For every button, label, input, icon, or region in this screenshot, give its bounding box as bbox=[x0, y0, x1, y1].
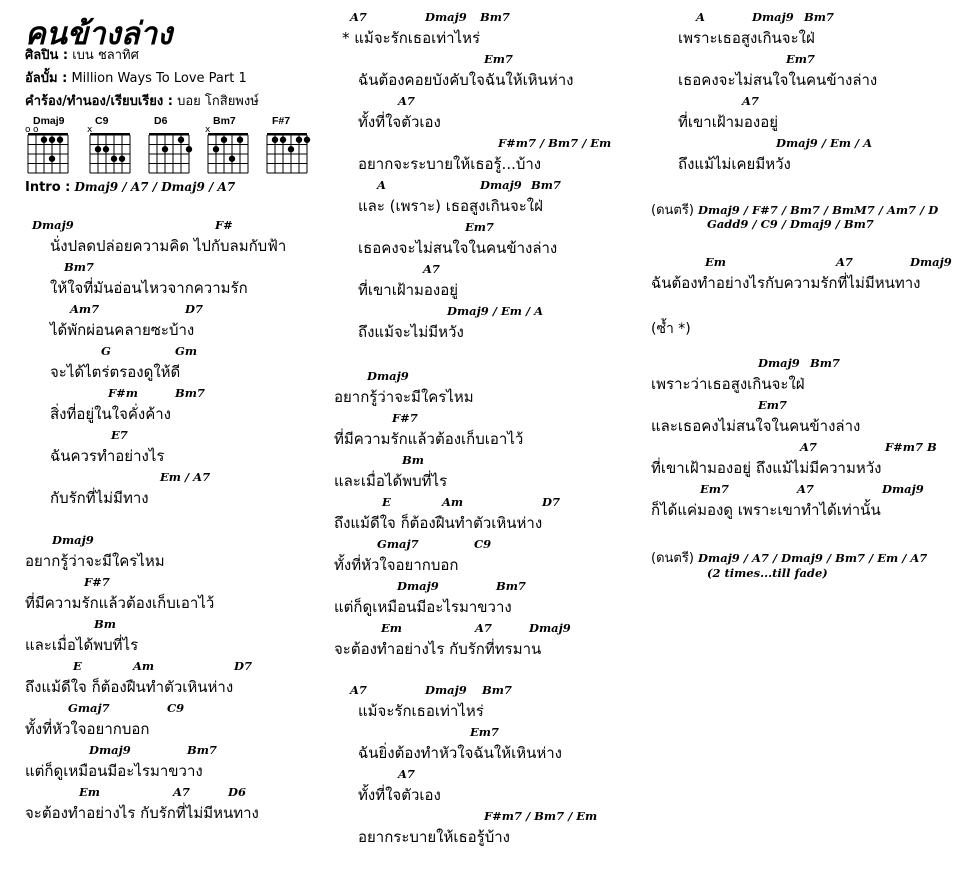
chord-label: Dmaj9 bbox=[758, 356, 800, 370]
instrumental-2-line2 bbox=[707, 566, 828, 581]
lyric-line: และ (เพราะ) เธอสูงเกินจะใฝ่ bbox=[358, 197, 543, 215]
page-title: คนข้างล่าง bbox=[25, 16, 173, 52]
artist-name: เบน ชลาทิศ bbox=[72, 48, 139, 63]
chord-label: Em7 bbox=[758, 398, 787, 412]
lyric-line: ได้พักผ่อนคลายซะบ้าง bbox=[50, 321, 195, 339]
chord-label: Bm7 bbox=[480, 10, 510, 24]
chord-label: Gmaj7 bbox=[377, 537, 419, 551]
chord-label: Bm7 bbox=[175, 386, 205, 400]
chord-label: F#m7 / Bm7 / Em bbox=[484, 809, 598, 823]
lyric-line: ถึงแม้จะไม่มีหวัง bbox=[358, 323, 464, 341]
fretboard-icon bbox=[264, 126, 314, 178]
album-label: อัลบั้ม : bbox=[25, 71, 68, 86]
chord-label: D7 bbox=[234, 659, 252, 673]
artist-label: ศิลปิน : bbox=[25, 48, 69, 63]
chord-label: Dmaj9 bbox=[397, 579, 439, 593]
chord-diagram-name: Bm7 bbox=[213, 115, 236, 127]
lyric-line: ที่มีความรักแล้วต้องเก็บเอาไว้ bbox=[25, 594, 215, 612]
lyric-line: ทั้งที่ใจตัวเอง bbox=[358, 113, 441, 131]
chord-label: F#m7 B bbox=[885, 440, 937, 454]
chord-label: Em7 bbox=[470, 725, 499, 739]
instrumental-2 bbox=[651, 547, 927, 568]
lyric-line: ถึงแม้ดีใจ ก็ต้องฝืนทำตัวเหินห่าง bbox=[334, 514, 543, 532]
repeat-note: (ซ้ำ *) bbox=[651, 321, 691, 337]
chord-label: C9 bbox=[474, 537, 492, 551]
lyric-line: สิ่งที่อยู่ในใจคั่งค้าง bbox=[50, 405, 171, 423]
lyric-line: แม้จะรักเธอเท่าไหร่ bbox=[358, 702, 484, 720]
chord-label: Bm bbox=[402, 453, 424, 467]
chord-label: Bm7 bbox=[496, 579, 526, 593]
lyric-line: ที่เขาเฝ้ามองอยู่ ถึงแม้ไม่มีความหวัง bbox=[651, 459, 882, 477]
chord-label: F#7 bbox=[84, 575, 110, 589]
chord-label: D7 bbox=[542, 495, 560, 509]
chord-label: A7 bbox=[398, 94, 415, 108]
chord-label: F#7 bbox=[392, 411, 418, 425]
fretboard-icon bbox=[87, 126, 137, 178]
chord-label: Dmaj9 bbox=[752, 10, 794, 24]
chord-label: Em bbox=[705, 255, 726, 269]
album-line bbox=[25, 67, 247, 88]
lyric-line: ฉันยิ่งต้องทำหัวใจฉันให้เหินห่าง bbox=[358, 744, 562, 762]
chord-label: Em7 bbox=[484, 52, 513, 66]
chord-label: A7 bbox=[398, 767, 415, 781]
chord-label: D7 bbox=[185, 302, 203, 316]
chord-label: Em7 bbox=[465, 220, 494, 234]
lyric-line: ฉันต้องคอยบังคับใจฉันให้เหินห่าง bbox=[358, 71, 574, 89]
chord-label: A7 bbox=[475, 621, 492, 635]
svg-text:x: x bbox=[87, 126, 93, 135]
svg-text:o: o bbox=[25, 126, 31, 135]
lyric-line: ฉันควรทำอย่างไร bbox=[50, 447, 165, 465]
chord-label: Am bbox=[133, 659, 155, 673]
chord-label: Bm7 bbox=[804, 10, 834, 24]
intro-chords: Dmaj9 / A7 / Dmaj9 / A7 bbox=[74, 180, 236, 194]
intro-label: Intro : bbox=[25, 180, 71, 195]
lyric-line: และเมื่อได้พบที่ไร bbox=[25, 636, 139, 654]
fretboard-icon bbox=[205, 126, 255, 178]
chord-label: Bm7 bbox=[531, 178, 561, 192]
lyric-line: ที่เขาเฝ้ามองอยู่ bbox=[358, 281, 459, 299]
instrumental-1-line2 bbox=[707, 217, 874, 232]
lyric-line: ที่เขาเฝ้ามองอยู่ bbox=[678, 113, 779, 131]
chord-label: Dmaj9 / Em / A bbox=[776, 136, 873, 150]
chord-label: Dmaj9 bbox=[529, 621, 571, 635]
chord-label: Am bbox=[442, 495, 464, 509]
chord-label: E bbox=[382, 495, 391, 509]
chord-label: Em / A7 bbox=[160, 470, 211, 484]
chord-label: F# bbox=[215, 218, 233, 232]
lyric-line: ถึงแม้ดีใจ ก็ต้องฝืนทำตัวเหินห่าง bbox=[25, 678, 234, 696]
lyric-line: นั่งปลดปล่อยความคิด ไปกับลมกับฟ้า bbox=[50, 237, 287, 255]
chord-diagram-name: D6 bbox=[154, 115, 168, 127]
chord-label: Dmaj9 bbox=[425, 683, 467, 697]
chord-label: G bbox=[101, 344, 111, 358]
chord-diagram-name: C9 bbox=[95, 115, 109, 127]
chord-label: Dmaj9 bbox=[910, 255, 952, 269]
lyric-line: เพราะเธอสูงเกินจะใฝ่ bbox=[678, 29, 815, 47]
lyric-line: ที่มีความรักแล้วต้องเก็บเอาไว้ bbox=[334, 430, 524, 448]
chord-diagram-name: Dmaj9 bbox=[33, 115, 65, 127]
fretboard-icon bbox=[25, 126, 75, 178]
chord-label: E bbox=[73, 659, 82, 673]
credits-name: บอย โกสิยพงษ์ bbox=[177, 94, 259, 109]
chord-label: Dmaj9 bbox=[480, 178, 522, 192]
artist-line bbox=[25, 44, 139, 65]
chord-label: Em7 bbox=[786, 52, 815, 66]
lyric-line: อยากรู้ว่าจะมีใครไหม bbox=[25, 552, 165, 570]
lyric-line: อยากรู้ว่าจะมีใครไหม bbox=[334, 388, 474, 406]
lyric-line: ทั้งที่ใจตัวเอง bbox=[358, 786, 441, 804]
chord-label: Bm bbox=[94, 617, 116, 631]
chord-label: A7 bbox=[350, 10, 367, 24]
lyric-line: จะได้ไตร่ตรองดูให้ดี bbox=[50, 363, 181, 381]
lyric-line: เพราะว่าเธอสูงเกินจะใฝ่ bbox=[651, 375, 805, 393]
lyric-line: ฉันต้องทำอย่างไรกับความรักที่ไม่มีหนทาง bbox=[651, 274, 921, 292]
chord-label: A bbox=[696, 10, 705, 24]
lyric-line: และเมื่อได้พบที่ไร bbox=[334, 472, 448, 490]
chord-label: Dmaj9 bbox=[425, 10, 467, 24]
instrumental-label-2: (ดนตรี) bbox=[651, 551, 694, 566]
chord-label: Bm7 bbox=[482, 683, 512, 697]
credits-label: คำร้อง/ทำนอง/เรียบเรียง : bbox=[25, 94, 173, 109]
chord-label: Gm bbox=[175, 344, 197, 358]
fretboard-icon bbox=[146, 126, 196, 178]
chord-label: E7 bbox=[111, 428, 128, 442]
lyric-line: ทั้งที่หัวใจอยากบอก bbox=[25, 720, 150, 738]
instrumental-chords-3: Dmaj9 / A7 / Dmaj9 / Bm7 / Em / A7 bbox=[698, 551, 928, 565]
chord-label: Gmaj7 bbox=[68, 701, 110, 715]
lyric-line: กับรักที่ไม่มีทาง bbox=[50, 489, 149, 507]
chord-label: Dmaj9 / Em / A bbox=[447, 304, 544, 318]
lyric-line: อยากระบายให้เธอรู้บ้าง bbox=[358, 828, 510, 846]
instrumental-label: (ดนตรี) bbox=[651, 203, 694, 218]
chord-label: A7 bbox=[797, 482, 814, 496]
chord-label: Em bbox=[381, 621, 402, 635]
intro-line bbox=[25, 180, 235, 195]
chord-label: Em7 bbox=[700, 482, 729, 496]
chord-label: Dmaj9 bbox=[882, 482, 924, 496]
lyric-line: และเธอคงไม่สนใจในคนข้างล่าง bbox=[651, 417, 861, 435]
lyric-line: เธอคงจะไม่สนใจในคนข้างล่าง bbox=[358, 239, 558, 257]
credits-line bbox=[25, 90, 259, 111]
chord-label: Dmaj9 bbox=[32, 218, 74, 232]
chord-label: D6 bbox=[228, 785, 246, 799]
lyric-line: * แม้จะรักเธอเท่าไหร่ bbox=[342, 29, 481, 47]
lyric-line: จะต้องทำอย่างไร กับรักที่ไม่มีหนทาง bbox=[25, 804, 259, 822]
lyric-line: แต่ก็ดูเหมือนมีอะไรมาขวาง bbox=[25, 762, 203, 780]
chord-label: F#m bbox=[108, 386, 138, 400]
lyric-line: อยากจะระบายให้เธอรู้...บ้าง bbox=[358, 155, 542, 173]
chord-label: Bm7 bbox=[810, 356, 840, 370]
chord-label: Bm7 bbox=[64, 260, 94, 274]
lyric-line: แต่ก็ดูเหมือนมีอะไรมาขวาง bbox=[334, 598, 512, 616]
chord-label: A7 bbox=[742, 94, 759, 108]
fade-note: (2 times...till fade) bbox=[707, 566, 828, 580]
lyric-line: ถึงแม้ไม่เคยมีหวัง bbox=[678, 155, 791, 173]
album-name: Million Ways To Love Part 1 bbox=[71, 71, 247, 86]
chord-label: A7 bbox=[350, 683, 367, 697]
svg-text:x: x bbox=[205, 126, 211, 135]
lyric-line: จะต้องทำอย่างไร กับรักที่ทรมาน bbox=[334, 640, 542, 658]
chord-diagram-name: F#7 bbox=[272, 115, 291, 127]
lyric-line: ทั้งที่หัวใจอยากบอก bbox=[334, 556, 459, 574]
lyric-line: เธอคงจะไม่สนใจในคนข้างล่าง bbox=[678, 71, 878, 89]
chord-label: F#m7 / Bm7 / Em bbox=[498, 136, 612, 150]
chord-label: A7 bbox=[173, 785, 190, 799]
lyric-line: ให้ใจที่มันอ่อนไหวจากความรัก bbox=[50, 279, 248, 297]
chord-label: Dmaj9 bbox=[52, 533, 94, 547]
instrumental-chords-2: Gadd9 / C9 / Dmaj9 / Bm7 bbox=[707, 217, 874, 231]
chord-label: Am7 bbox=[70, 302, 100, 316]
chord-label: A7 bbox=[800, 440, 817, 454]
chord-label: Dmaj9 bbox=[89, 743, 131, 757]
lyric-line: ก็ได้แค่มองดู เพราะเขาทำได้เท่านั้น bbox=[651, 501, 881, 519]
chord-label: Em bbox=[79, 785, 100, 799]
chord-label: Bm7 bbox=[187, 743, 217, 757]
instrumental-chords: Dmaj9 / F#7 / Bm7 / BmM7 / Am7 / D bbox=[698, 203, 939, 217]
chord-label: A bbox=[377, 178, 386, 192]
chord-label: Dmaj9 bbox=[367, 369, 409, 383]
chord-label: C9 bbox=[167, 701, 185, 715]
chord-label: A7 bbox=[836, 255, 853, 269]
svg-text:o: o bbox=[33, 126, 39, 135]
chord-label: A7 bbox=[423, 262, 440, 276]
